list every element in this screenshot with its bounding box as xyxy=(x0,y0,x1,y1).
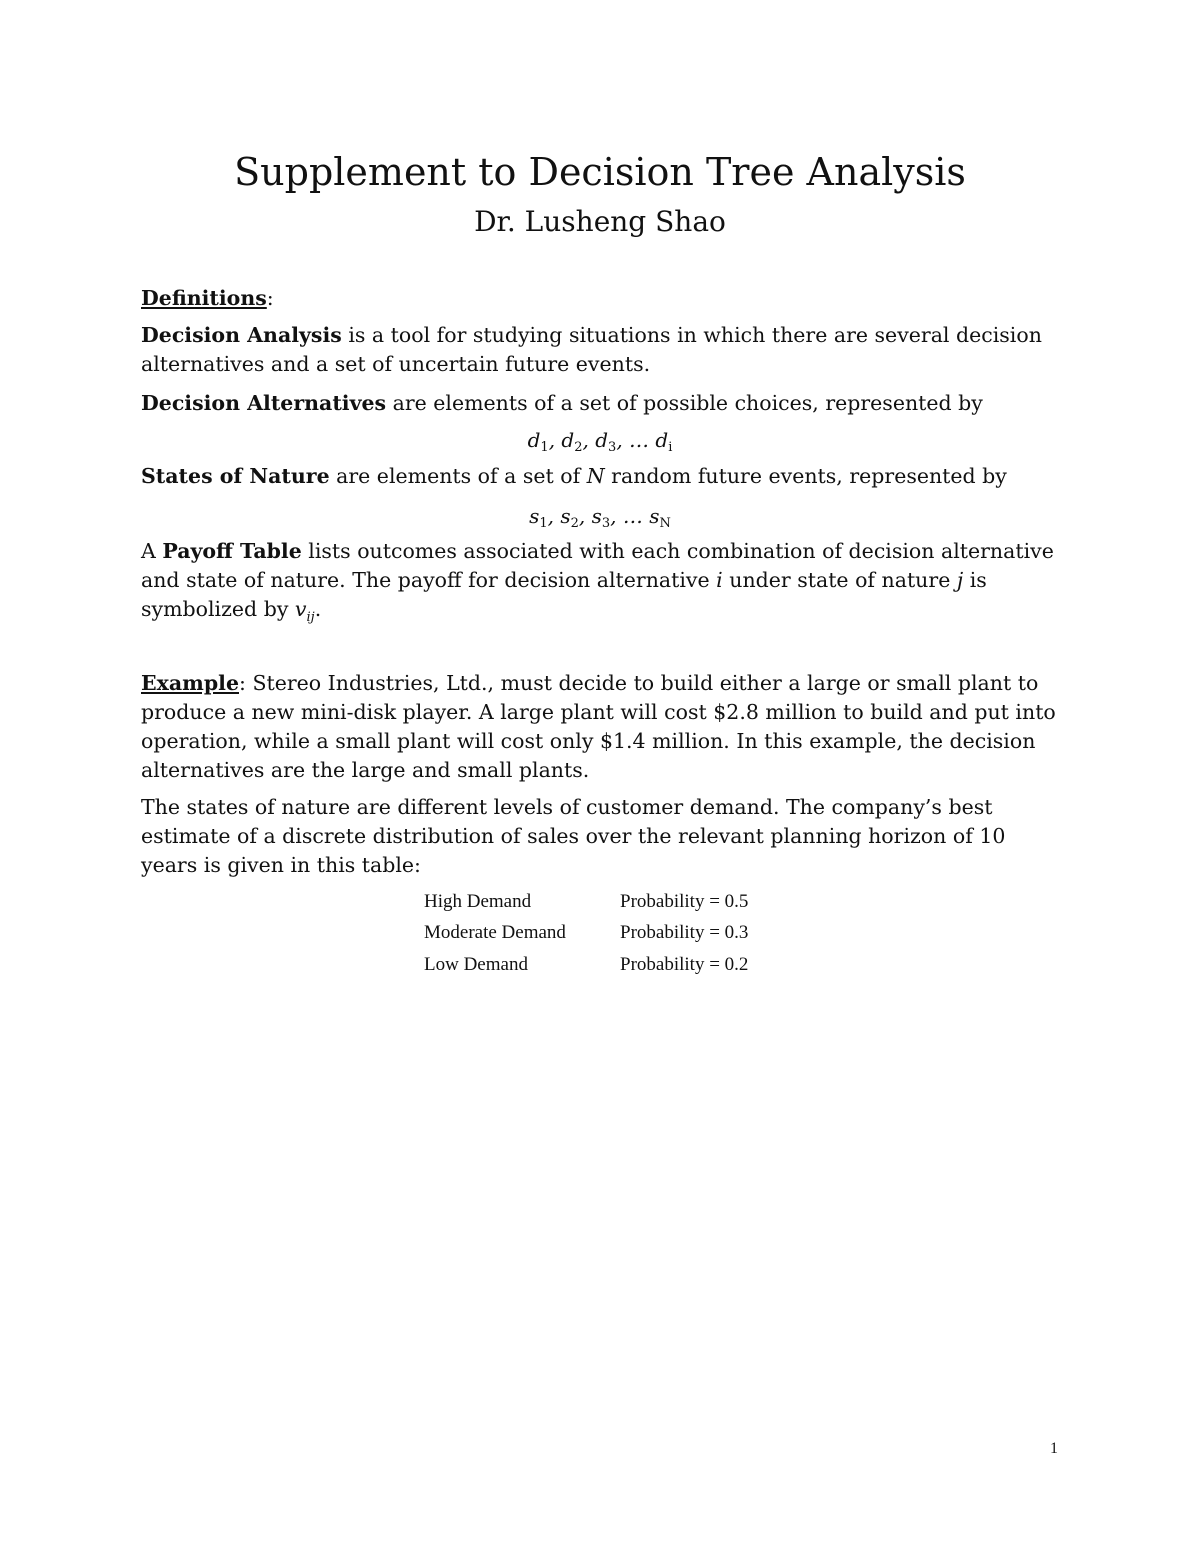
demand-level-cell: Low Demand xyxy=(424,953,528,975)
formula-sep: , xyxy=(547,504,561,528)
formula-s1: s xyxy=(529,504,540,528)
document-author: Dr. Lusheng Shao xyxy=(474,205,726,238)
demand-level-cell: High Demand xyxy=(424,890,532,912)
states-of-nature-formula xyxy=(0,502,1200,538)
decision-alternatives-text: are elements of a set of possible choices, represented by xyxy=(386,391,983,415)
payoff-table-prefix: A xyxy=(141,539,163,563)
decision-analysis-term: Decision Analysis xyxy=(141,323,342,347)
formula-sn-sub: N xyxy=(659,516,671,531)
formula-d1: d xyxy=(527,428,541,452)
formula-d2-sub: 2 xyxy=(574,440,583,455)
states-of-nature-text-after: random future events, represented by xyxy=(604,464,1007,488)
formula-d1-sub: 1 xyxy=(540,440,549,455)
table-row xyxy=(424,949,748,981)
formula-sep: , xyxy=(548,428,562,452)
example-paragraph-2-text: The states of nature are different levels of customer demand. The company’s best estimate of a discrete distribution of sales over the relevant planning horizon of 10 years is given in this table: xyxy=(141,795,1006,877)
formula-di-sub: i xyxy=(668,440,673,455)
states-of-nature-text-before: are elements of a set of xyxy=(329,464,587,488)
table-row xyxy=(424,886,748,918)
formula-sep: , … xyxy=(616,428,656,452)
example-heading: Example xyxy=(141,671,239,695)
demand-probability-cell: Probability = 0.3 xyxy=(620,922,749,944)
decision-alternatives-formula xyxy=(0,426,1200,462)
definitions-heading-colon: : xyxy=(266,286,274,310)
decision-analysis-definition xyxy=(141,321,1066,379)
payoff-table-var-i: i xyxy=(716,568,723,592)
payoff-table-text-2: under state of nature xyxy=(722,568,957,592)
example-paragraph-1-text: Stereo Industries, Ltd., must decide to build either a large or small plant to produce a new mini-disk player. A large plant will cost $2.8 million to build and put into operation, while a small plant will cost only $1.4 million. In this example, the decision alternatives are the large and small plants. xyxy=(141,671,1056,782)
decision-alternatives-term: Decision Alternatives xyxy=(141,391,387,415)
payoff-table-text-4: . xyxy=(314,597,322,621)
formula-sn: s xyxy=(649,504,660,528)
payoff-table-var-v: v xyxy=(294,597,307,621)
example-paragraph-1 xyxy=(141,669,1066,785)
page-number: 1 xyxy=(1050,1440,1058,1457)
document-title: Supplement to Decision Tree Analysis xyxy=(234,150,966,194)
definitions-heading-line xyxy=(141,284,1066,313)
formula-s3-sub: 3 xyxy=(601,516,611,531)
payoff-table-definition xyxy=(141,537,1066,632)
formula-s3: s xyxy=(591,504,602,528)
payoff-table-sub-ij: ij xyxy=(306,610,315,626)
decision-analysis-text: is a tool for studying situations in which there are several decision alternatives and a set of uncertain future events. xyxy=(141,323,1042,376)
demand-probability-cell: Probability = 0.2 xyxy=(620,953,749,975)
formula-sep: , xyxy=(582,428,596,452)
table-row xyxy=(424,918,748,950)
definitions-heading: Definitions xyxy=(141,286,267,310)
demand-probability-table xyxy=(424,886,748,981)
example-heading-colon: : xyxy=(239,671,246,695)
formula-di: d xyxy=(655,428,669,452)
formula-d2: d xyxy=(561,428,575,452)
formula-d3-sub: 3 xyxy=(608,440,617,455)
states-of-nature-term: States of Nature xyxy=(141,464,330,488)
formula-sep: , … xyxy=(610,504,650,528)
payoff-table-text-3: is symbolized by xyxy=(141,568,987,621)
payoff-table-text-1: lists outcomes associated with each combination of decision alternative and state of nature. The payoff for decision alternative xyxy=(141,539,1054,592)
demand-table-body xyxy=(424,886,748,981)
formula-s1-sub: 1 xyxy=(539,516,548,531)
demand-probability-cell: Probability = 0.5 xyxy=(620,890,749,912)
payoff-table-var-j: j xyxy=(956,568,964,592)
formula-s2: s xyxy=(560,504,571,528)
formula-sep: , xyxy=(578,504,592,528)
formula-s2-sub: 2 xyxy=(570,516,579,531)
formula-d3: d xyxy=(595,428,609,452)
states-of-nature-definition xyxy=(141,462,1066,491)
payoff-table-term: Payoff Table xyxy=(162,539,302,563)
decision-alternatives-definition xyxy=(141,389,1066,418)
example-paragraph-2 xyxy=(141,793,1066,880)
states-of-nature-n-variable: N xyxy=(586,464,605,488)
demand-level-cell: Moderate Demand xyxy=(424,922,566,944)
